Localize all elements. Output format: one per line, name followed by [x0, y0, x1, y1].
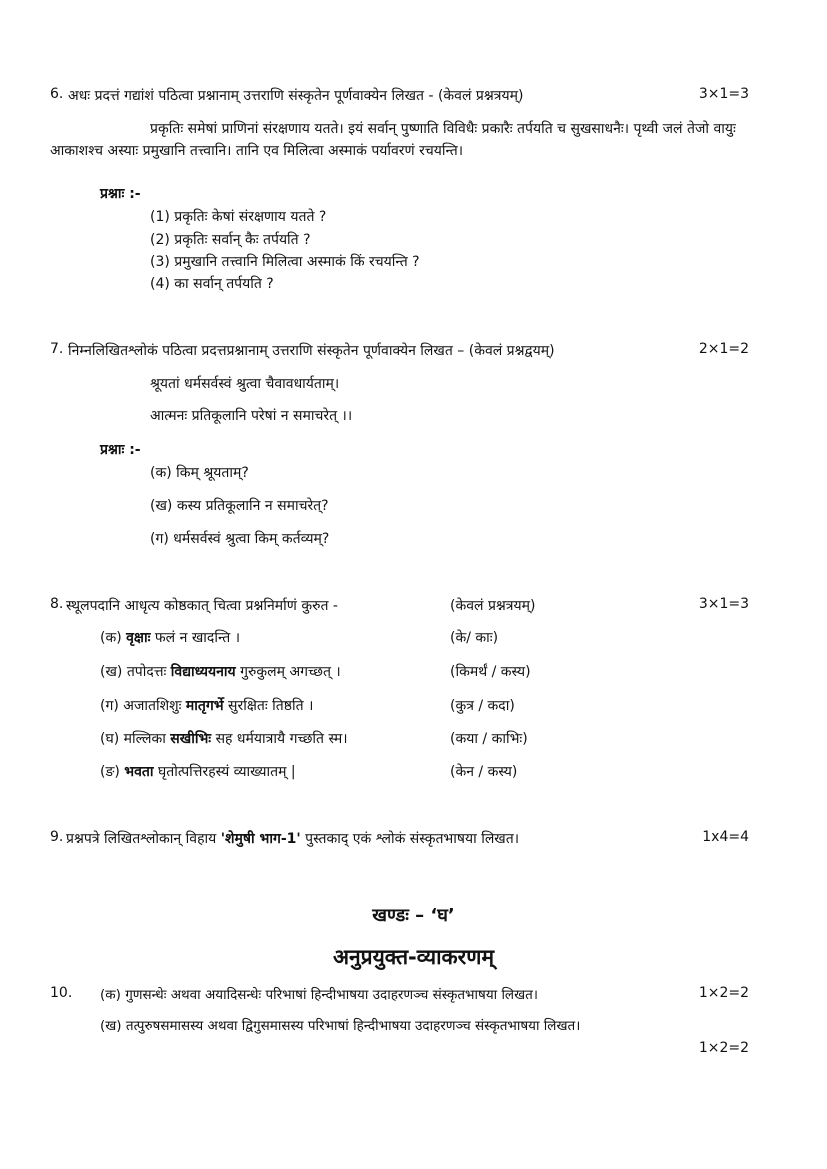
q8-instruction: स्थूलपदानि आधृत्य कोष्ठकात् चित्वा प्रश्ननिर्माणं कुरुत - [66, 598, 338, 614]
q6-number: 6. [50, 86, 64, 102]
q6-instruction: अधः प्रदत्तं गद्यांशं पठित्वा प्रश्नानाम् उत्तराणि संस्कृतेन पूर्णवाक्येन लिखत - (केवलं प्रश्नत्रयम्) [68, 88, 524, 104]
q8-number: 8. [50, 596, 64, 612]
q6-question: (4) का सर्वान् तर्पयति ? [150, 276, 274, 292]
q7-question: (क) किम् श्रूयताम्? [150, 465, 249, 481]
q10-part-a-marks: 1×2=2 [698, 985, 749, 1001]
q6-passage: प्रकृतिः समेषां प्राणिनां संरक्षणाय यतते। इयं सर्वान् पुष्णाति विविधैः प्रकारैः तर्पयति च सुखसाधनैः। पृथ्वी जलं तेजो वायुः आकाशश्च अस्याः प्रमुखानि तत्त्वानि। तानि एव मिलित्वा अस्माकं पर्यावरणं रचयन्ति। [50, 121, 736, 159]
section-subheading: अनुप्रयुक्त-व्याकरणम् [332, 945, 495, 969]
q7-question: (ख) कस्य प्रतिकूलानि न समाचरेत्? [150, 498, 329, 514]
q8-item-options: (कुत्र / कदा) [450, 698, 515, 714]
q8-item: (ख) तपोदत्तः विद्याध्ययनाय गुरुकुलम् अगच्छत् । [100, 664, 341, 680]
q7-marks: 2×1=2 [698, 341, 749, 357]
section-heading: खण्डः – ‘घ’ [372, 905, 455, 926]
q8-item-options: (किमर्थं / कस्य) [450, 664, 531, 680]
q6-question: (2) प्रकृतिः सर्वान् कैः तर्पयति ? [150, 232, 311, 248]
q6-marks: 3×1=3 [698, 86, 749, 102]
q9-number: 9. [50, 829, 64, 845]
q8-item-options: (केन / कस्य) [450, 764, 518, 780]
q10-number: 10. [50, 985, 73, 1001]
q7-verse-line: आत्मनः प्रतिकूलानि परेषां न समाचरेत् ।। [150, 408, 353, 424]
q8-choice: (केवलं प्रश्नत्रयम्) [450, 598, 536, 614]
q8-item-options: (के/ काः) [450, 630, 499, 646]
q9-marks: 1x4=4 [702, 829, 749, 845]
q8-item-options: (कया / काभिः) [450, 731, 528, 747]
q6-questions-label: प्रश्नाः :- [100, 186, 141, 202]
q8-item: (ङ) भवता घृतोत्पत्तिरहस्यं व्याख्यातम् | [100, 764, 296, 780]
q7-question: (ग) धर्मसर्वस्वं श्रुत्वा किम् कर्तव्यम्? [150, 531, 330, 547]
q10-part-b: (ख) तत्पुरुषसमासस्य अथवा द्विगुसमासस्य परिभाषां हिन्दीभाषया उदाहरणञ्च संस्कृतभाषया लिखत। [100, 1018, 581, 1034]
q7-questions-label: प्रश्नाः :- [100, 442, 141, 458]
q6-question: (1) प्रकृतिः केषां संरक्षणाय यतते ? [150, 209, 327, 225]
q8-item: (घ) मल्लिका सखीभिः सह धर्मयात्रायै गच्छति स्म। [100, 731, 348, 747]
q8-item: (क) वृक्षाः फलं न खादन्ति । [100, 630, 241, 646]
q7-number: 7. [50, 341, 64, 357]
q8-item: (ग) अजातशिशुः मातृगर्भे सुरक्षितः तिष्ठति । [100, 698, 314, 714]
q9-text: प्रश्नपत्रे लिखितश्लोकान् विहाय 'शेमुषी भाग-1' पुस्तकाद् एकं श्लोकं संस्कृतभाषया लिखत। [66, 831, 520, 847]
q7-verse-line: श्रूयतां धर्मसर्वस्वं श्रुत्वा चैवावधार्यताम्। [150, 376, 340, 392]
q10-part-a: (क) गुणसन्धेः अथवा अयादिसन्धेः परिभाषां हिन्दीभाषया उदाहरणञ्च संस्कृतभाषया लिखत। [100, 987, 538, 1003]
q6-question: (3) प्रमुखानि तत्त्वानि मिलित्वा अस्माकं किं रचयन्ति ? [150, 254, 420, 270]
q8-marks: 3×1=3 [698, 596, 749, 612]
q7-instruction: निम्नलिखितश्लोकं पठित्वा प्रदत्तप्रश्नानाम् उत्तराणि संस्कृतेन पूर्णवाक्येन लिखत – (केवलं प्रश्नद्वयम्) [68, 343, 555, 359]
q10-part-b-marks: 1×2=2 [698, 1040, 749, 1056]
